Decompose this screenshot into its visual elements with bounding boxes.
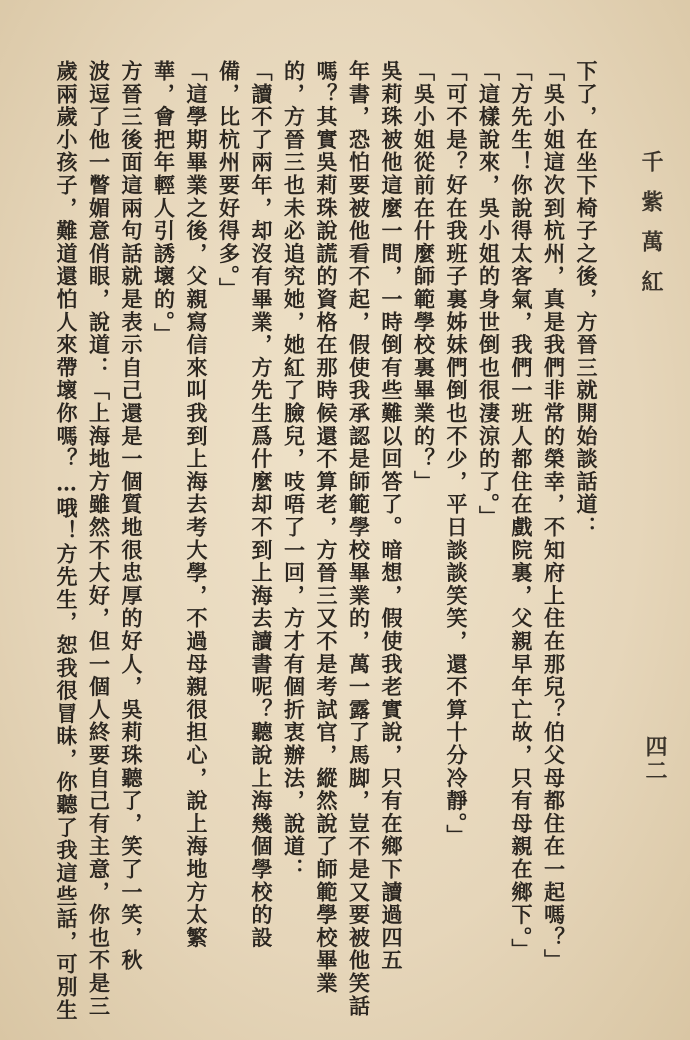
- text-column: 歲兩歲小孩子，難道還怕人來帶壞你嗎？…哦！方先生，恕我很冒昧，你聽了我這些話，可別生: [54, 60, 79, 1022]
- text-column: 「這學期畢業之後，父親寫信來叫我到上海去考大學，不過母親很担心，說上海地方太繁: [184, 60, 209, 950]
- text-column: 「這樣說來，吳小姐的身世倒也很淒涼的了。」: [476, 60, 502, 529]
- text-column: 華，會把年輕人引誘壞的。」: [151, 60, 177, 346]
- body-text: [54, 60, 602, 1022]
- text-column: 波逗了他一瞥媚意俏眼，說道：「上海地方雖然不大好，但一個人終要自己有主意，你也不是三: [86, 60, 112, 1018]
- text-column: 「方先生！你說得太客氣，我們一班人都住在戲院裏，父親早年亡故，只有母親在鄉下。」: [509, 60, 534, 962]
- book-title: 千紫萬紅: [638, 150, 664, 310]
- text-column: 嗎？其實吳莉珠說謊的資格在那時候還不算老，方晉三又不是考試官，縱然說了師範學校畢業: [314, 60, 339, 995]
- text-column: 下了，在坐下椅子之後，方晉三就開始談話道：: [574, 60, 599, 539]
- running-head: [618, 0, 690, 1040]
- page-number: 四二: [642, 735, 668, 783]
- text-column: 「可不是？好在我班子裏姊妹們倒也不少，平日談談笑笑，還不算十分冷靜。」: [444, 60, 469, 848]
- text-column: 備，比杭州要好得多。」: [216, 60, 242, 301]
- text-column: 年書，恐怕要被他看不起，假使我承認是師範學校畢業的，萬一露了馬脚，豈不是又要被他笑話: [346, 60, 372, 1018]
- text-column: 「讀不了兩年，却沒有畢業，方先生爲什麼却不到上海去讀書呢？聽說上海幾個學校的設: [249, 60, 274, 950]
- text-column: 「吳小姐這次到杭州，真是我們非常的榮幸，不知府上住在那兒？伯父母都住在一起嗎？」: [541, 60, 567, 972]
- text-column: 「吳小姐從前在什麼師範學校裏畢業的？」: [411, 60, 437, 494]
- text-column: 方晉三後面這兩句話就是表示自己還是一個質地很忠厚的好人，吳莉珠聽了，笑了一笑，秋: [119, 60, 144, 972]
- text-column: 的，方晉三也未必追究她，她紅了臉兒，吱唔了一回，方才有個折衷辦法，說道：: [281, 60, 307, 881]
- text-column: 吳莉珠被他這麼一問，一時倒有些難以回答了。暗想，假使我老實說，只有在鄉下讀過四五: [379, 60, 404, 972]
